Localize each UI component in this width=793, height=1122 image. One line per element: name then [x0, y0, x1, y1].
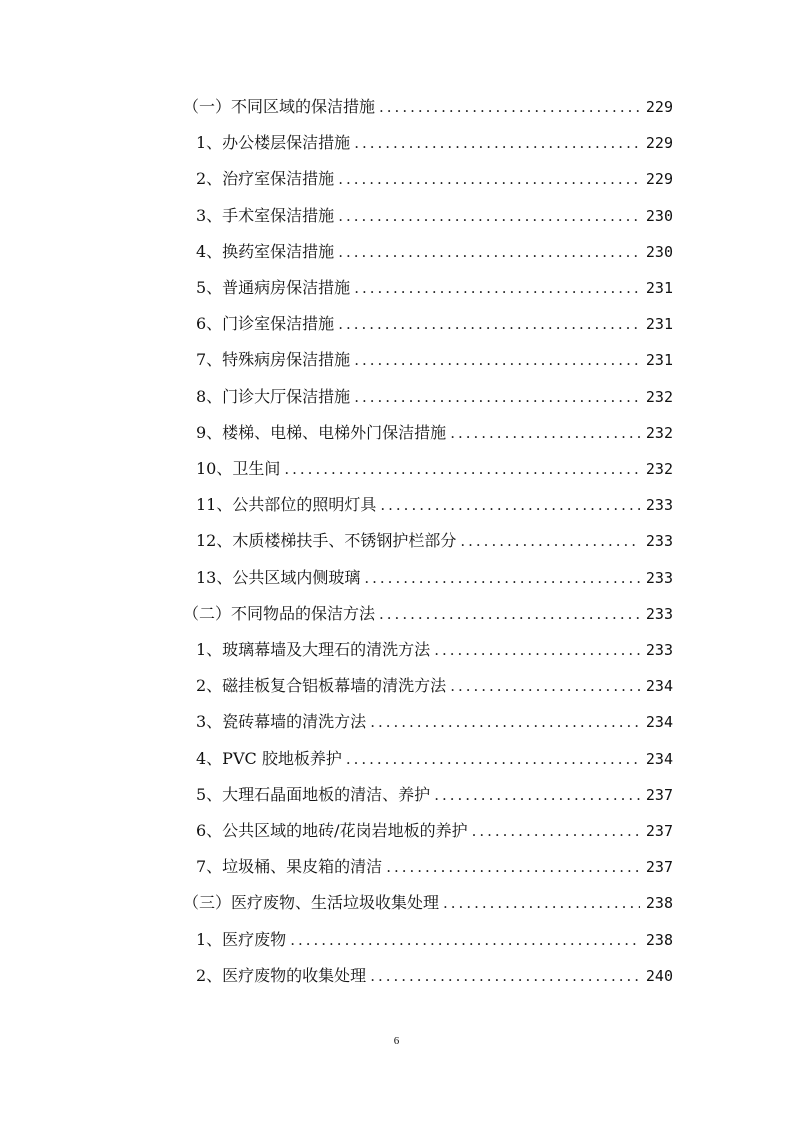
toc-entry-page: 229 — [645, 134, 673, 153]
toc-dot-leader — [380, 495, 640, 515]
toc-entry[interactable] — [196, 379, 673, 415]
toc-entry-title: 7、垃圾桶、果皮箱的清洁 — [196, 857, 383, 877]
toc-entry-page: 240 — [645, 966, 673, 985]
toc-entry-title: 7、特殊病房保洁措施 — [196, 350, 351, 370]
toc-entry[interactable] — [196, 415, 673, 451]
toc-entry[interactable] — [196, 198, 673, 234]
toc-entry-page: 232 — [645, 460, 673, 478]
toc-entry-page: 229 — [645, 98, 673, 116]
toc-dot-leader — [284, 459, 640, 479]
toc-dot-leader — [354, 133, 640, 153]
toc-entry-page: 234 — [645, 749, 673, 768]
toc-entry-title: 6、门诊室保洁措施 — [196, 314, 335, 334]
toc-entry-title: 9、楼梯、电梯、电梯外门保洁措施 — [196, 422, 447, 442]
toc-entry-title: 2、医疗废物的收集处理 — [196, 965, 367, 985]
toc-entry[interactable] — [196, 632, 673, 668]
toc-entry[interactable] — [196, 342, 673, 378]
toc-entry-title: （一）不同区域的保洁措施 — [183, 97, 376, 116]
toc-entry[interactable] — [196, 487, 673, 523]
toc-entry-title: 1、玻璃幕墙及大理石的清洗方法 — [196, 640, 431, 659]
toc-dot-leader — [370, 712, 640, 732]
toc-dot-leader — [354, 387, 640, 407]
toc-entry-page: 233 — [645, 532, 673, 551]
toc-entry-page: 237 — [645, 858, 673, 877]
toc-entry-page: 238 — [645, 894, 673, 913]
toc-dot-leader — [354, 278, 640, 298]
toc-section-entry[interactable] — [183, 596, 673, 632]
toc-entry-title: 1、办公楼层保洁措施 — [196, 133, 351, 153]
toc-entry[interactable] — [196, 849, 673, 885]
toc-entry-title: 10、卫生间 — [196, 459, 281, 478]
toc-dot-leader — [450, 423, 640, 443]
toc-entry-title: 4、PVC 胶地板养护 — [196, 748, 342, 768]
toc-entry-page: 229 — [645, 170, 673, 189]
toc-entry-page: 234 — [645, 713, 673, 732]
toc-dot-leader — [434, 785, 640, 805]
toc-dot-leader — [364, 568, 640, 588]
toc-entry-title: 5、普通病房保洁措施 — [196, 278, 351, 297]
toc-entry-page: 231 — [645, 279, 673, 297]
toc-entry[interactable] — [196, 668, 673, 704]
toc-dot-leader — [460, 531, 640, 551]
toc-entry-page: 234 — [645, 677, 673, 696]
toc-entry-page: 232 — [645, 423, 673, 442]
toc-entry-title: 2、治疗室保洁措施 — [196, 169, 335, 189]
toc-dot-leader — [338, 314, 640, 334]
toc-dot-leader — [290, 930, 640, 950]
toc-entry[interactable] — [196, 234, 673, 270]
toc-entry-page: 230 — [645, 206, 673, 225]
toc-entry-page: 231 — [645, 315, 673, 334]
toc-entry[interactable] — [196, 125, 673, 161]
toc-entry[interactable] — [196, 813, 673, 849]
toc-entry-page: 238 — [645, 930, 673, 949]
toc-dot-leader — [338, 206, 640, 226]
toc-entry-page: 237 — [645, 785, 673, 804]
toc-entry-title: （二）不同物品的保洁方法 — [183, 603, 376, 623]
toc-dot-leader — [443, 893, 640, 913]
toc-entry-title: 4、换药室保洁措施 — [196, 241, 335, 261]
toc-entry[interactable] — [196, 560, 673, 596]
toc-entry[interactable] — [196, 270, 673, 306]
toc-entry[interactable] — [196, 523, 673, 559]
toc-entry[interactable] — [196, 777, 673, 813]
toc-dot-leader — [450, 676, 640, 696]
toc-dot-leader — [472, 821, 640, 841]
toc-entry[interactable] — [196, 451, 673, 487]
toc-entry-page: 232 — [645, 387, 673, 406]
toc-entry-page: 237 — [645, 822, 673, 840]
toc-entry-title: 11、公共部位的照明灯具 — [196, 495, 377, 515]
toc-dot-leader — [338, 169, 640, 189]
toc-entry-page: 233 — [645, 641, 673, 659]
toc-entry[interactable] — [196, 741, 673, 777]
toc-dot-leader — [346, 749, 640, 769]
toc-entry-title: 1、医疗废物 — [196, 929, 287, 949]
toc-entry[interactable] — [196, 958, 673, 994]
toc-entry-title: 5、大理石晶面地板的清洁、养护 — [196, 784, 431, 804]
toc-entry[interactable] — [196, 922, 673, 958]
toc-entry-page: 233 — [645, 604, 673, 623]
toc-dot-leader — [370, 966, 640, 986]
toc-entry-title: 3、手术室保洁措施 — [196, 205, 335, 225]
toc-dot-leader — [434, 640, 640, 660]
toc-entry-page: 230 — [645, 242, 673, 261]
toc-entry[interactable] — [196, 161, 673, 197]
toc-section-entry[interactable] — [183, 89, 673, 125]
toc-entry[interactable] — [196, 306, 673, 342]
toc-dot-leader — [379, 97, 640, 117]
toc-entry-title: 3、瓷砖幕墙的清洗方法 — [196, 712, 367, 732]
page-number: 6 — [393, 1035, 400, 1047]
toc-dot-leader — [338, 242, 640, 262]
toc-entry-page: 233 — [645, 496, 673, 515]
toc-entry-title: 12、木质楼梯扶手、不锈钢护栏部分 — [196, 531, 457, 551]
toc-entry-title: （三）医疗废物、生活垃圾收集处理 — [183, 893, 440, 913]
toc-dot-leader — [379, 604, 640, 624]
toc-entry[interactable] — [196, 704, 673, 740]
toc-entry-title: 8、门诊大厅保洁措施 — [196, 386, 351, 406]
toc-entry-page: 233 — [645, 568, 673, 587]
toc-dot-leader — [386, 857, 640, 877]
toc-entry-title: 6、公共区域的地砖/花岗岩地板的养护 — [196, 821, 468, 840]
toc-entry-title: 2、磁挂板复合铝板幕墙的清洗方法 — [196, 676, 447, 696]
toc-entry-page: 231 — [645, 351, 673, 370]
toc-dot-leader — [354, 350, 640, 370]
toc-entry-title: 13、公共区域内侧玻璃 — [196, 567, 361, 587]
toc-section-entry[interactable] — [183, 885, 673, 921]
